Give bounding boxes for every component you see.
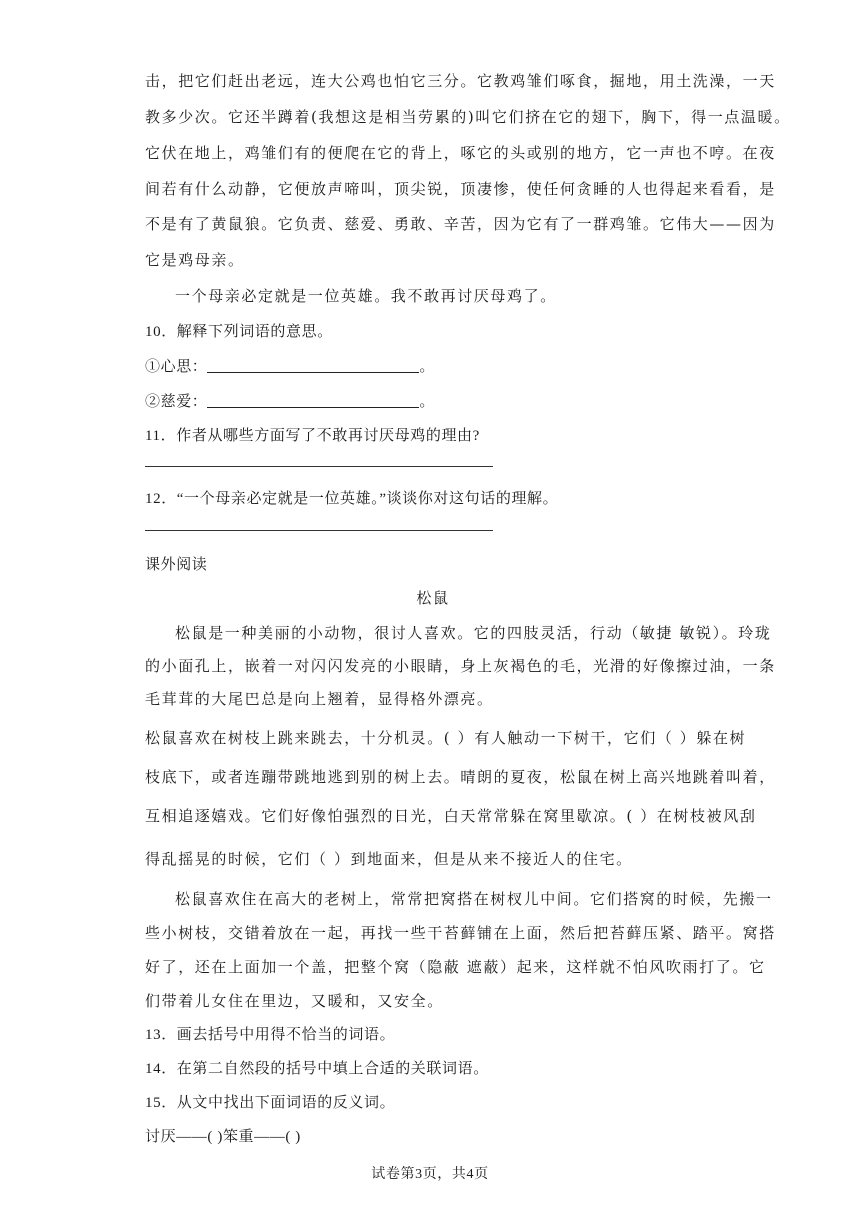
passage1-line-3: 它伏在地上，鸡雏们有的便爬在它的背上，啄它的头或别的地方，它一声也不哼。在夜 bbox=[145, 144, 776, 162]
passage1-line-6: 它是鸡母亲。 bbox=[145, 251, 245, 269]
section-label: 课外阅读 bbox=[145, 557, 208, 573]
passage2-para3-line-2: 些小树枝，交错着放在一起，再找一些干苔藓铺在上面，然后把苔藓压紧、踏平。窝搭 bbox=[145, 924, 776, 942]
end-mark: 。 bbox=[419, 394, 436, 410]
passage2-para2-line-4: 得乱摇晃的时候，它们（ ）到地面来，但是从来不接近人的住宅。 bbox=[145, 850, 633, 868]
question-12-stem: 12．“一个母亲必定就是一位英雄。”谈谈你对这句话的理解。 bbox=[145, 491, 559, 507]
question-14-stem: 14．在第二自然段的括号中填上合适的关联词语。 bbox=[145, 1061, 489, 1077]
question-10-stem: 10．解释下列词语的意思。 bbox=[145, 324, 333, 340]
passage2-para2-line-1: 松鼠喜欢在树枝上跳来跳去，十分机灵。( ）有人触动一下树干，它们（ ）躲在树 bbox=[145, 729, 747, 747]
question-15-answer-line[interactable]: 讨厌——( )笨重——( ) bbox=[145, 1129, 301, 1145]
question-15-stem: 15．从文中找出下面词语的反义词。 bbox=[145, 1095, 396, 1111]
question-10-item-1 bbox=[145, 355, 435, 376]
passage2-para3-line-1: 松鼠喜欢住在高大的老树上，常常把窝搭在树杈儿中间。它们搭窝的时候，先搬一 bbox=[175, 890, 773, 908]
passage1-line-5: 不是有了黄鼠狼。它负责、慈爱、勇敢、辛苦，因为它有了一群鸡雏。它伟大——因为 bbox=[145, 215, 776, 233]
passage1-line-4: 间若有什么动静，它便放声啼叫，顶尖锐，顶凄惨，使任何贪睡的人也得起来看看，是 bbox=[145, 180, 776, 198]
question-10-item-2 bbox=[145, 390, 435, 411]
passage2-para3-line-4: 们带着儿女住在里边，又暖和，又安全。 bbox=[145, 992, 444, 1010]
answer-line-q11[interactable] bbox=[145, 466, 493, 467]
end-mark: 。 bbox=[419, 359, 436, 375]
passage2-para2-line-2: 枝底下，或者连蹦带跳地逃到别的树上去。晴朗的夏夜，松鼠在树上高兴地跳着叫着， bbox=[145, 768, 776, 786]
item-2-label: ②慈爱： bbox=[145, 394, 208, 410]
passage1-closing: 一个母亲必定就是一位英雄。我不敢再讨厌母鸡了。 bbox=[175, 287, 557, 305]
question-13-stem: 13．画去括号中用得不恰当的词语。 bbox=[145, 1027, 396, 1043]
page-footer: 试卷第3页，共4页 bbox=[371, 1167, 489, 1182]
answer-blank-ciai[interactable] bbox=[207, 393, 419, 408]
passage2-para2-line-3: 互相追逐嬉戏。它们好像怕强烈的日光，白天常常躲在窝里歇凉。( ）在树枝被风刮 bbox=[145, 807, 757, 825]
passage2-para1-line-3: 毛茸茸的大尾巴总是向上翘着，显得格外漂亮。 bbox=[145, 690, 494, 708]
item-1-label: ①心思： bbox=[145, 359, 208, 375]
passage2-para1-line-1: 松鼠是一种美丽的小动物，很讨人喜欢。它的四肢灵活，行动（敏捷 敏锐）。玲珑 bbox=[175, 624, 772, 642]
passage2-title: 松鼠 bbox=[416, 589, 450, 607]
passage2-para3-line-3: 好了，还在上面加一个盖，把整个窝（隐蔽 遮蔽）起来，这样就不怕风吹雨打了。它 bbox=[145, 958, 766, 976]
question-11-stem: 11．作者从哪些方面写了不敢再讨厌母鸡的理由? bbox=[145, 428, 480, 444]
passage1-line-2: 教多少次。它还半蹲着(我想这是相当劳累的)叫它们挤在它的翅下，胸下，得一点温暖。 bbox=[145, 108, 791, 126]
answer-blank-xinsi[interactable] bbox=[207, 358, 419, 373]
passage1-line-1: 击，把它们赶出老远，连大公鸡也怕它三分。它教鸡雏们啄食，掘地，用土洗澡，一天 bbox=[145, 72, 776, 90]
passage2-para1-line-2: 的小面孔上，嵌着一对闪闪发亮的小眼睛，身上灰褐色的毛，光滑的好像擦过油，一条 bbox=[145, 657, 776, 675]
answer-line-q12[interactable] bbox=[145, 530, 493, 531]
